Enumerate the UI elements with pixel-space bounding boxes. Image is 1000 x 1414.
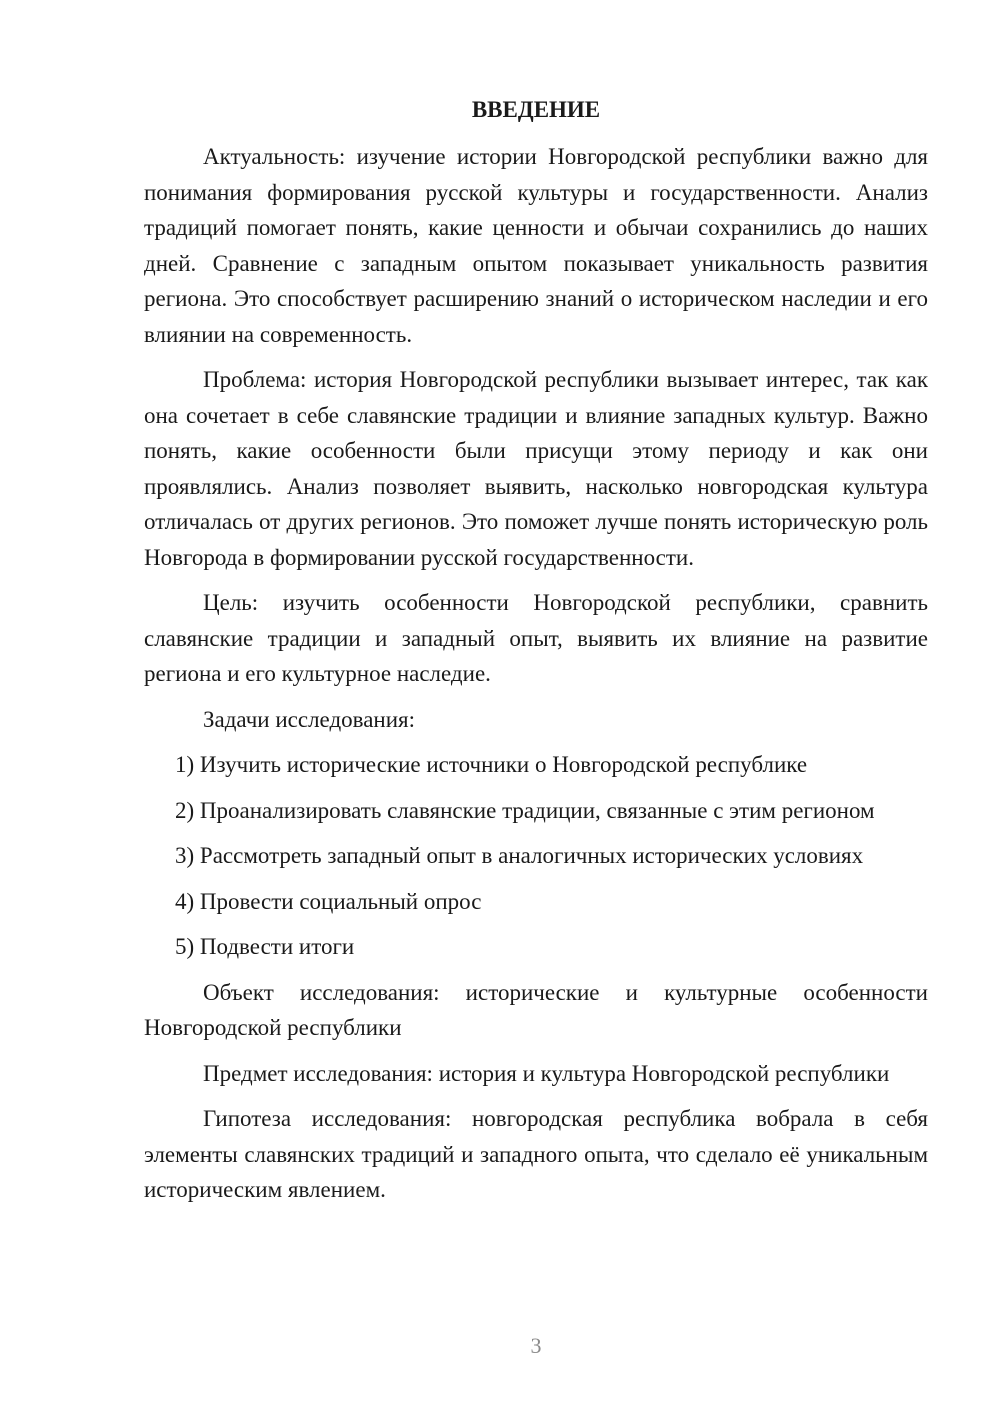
task-item: 1) Изучить исторические источники о Новгородской республике (175, 752, 808, 777)
paragraph-goal: Цель: изучить особенности Новгородской республики, сравнить славянские традиции и западный опыт, выявить их влияние на развитие региона и его культурное наследие. (144, 590, 928, 686)
task-item: 2) Проанализировать славянские традиции, связанные с этим регионом (175, 797, 875, 823)
task-item: 4) Провести социальный опрос (175, 888, 482, 914)
paragraph-object: Объект исследования: исторические и культурные особенности Новгородской республики (144, 979, 928, 1040)
paragraph-problem: Проблема: история Новгородской республики вызывает интерес, так как она сочетает в себе славянские традиции и влияние западных культур. Важно понять, какие особенности были присущи этому периоду и как они проявлялись. Анализ позволяет выявить, насколько новгородская культура отличалась от других регионов. Это поможет лучше понять историческую роль Новгорода в формировании русской государственности. (144, 367, 928, 570)
paragraph-subject: Предмет исследования: история и культура Новгородской республики (203, 1060, 890, 1086)
task-list (144, 747, 928, 965)
task-item: 5) Подвести итоги (175, 934, 355, 959)
task-item: 3) Рассмотреть западный опыт в аналогичных исторических условиях (175, 843, 864, 868)
document-page (144, 92, 928, 1218)
paragraph-hypothesis: Гипотеза исследования: новгородская республика вобрала в себя элементы славянских традиций и западного опыта, что сделало её уникальным историческим явлением. (144, 1106, 928, 1202)
tasks-heading: Задачи исследования: (203, 706, 416, 732)
page-number: 3 (530, 1333, 542, 1358)
paragraph-relevance: Актуальность: изучение истории Новгородской республики важно для понимания формирования русской культуры и государственности. Анализ традиций помогает понять, какие ценности и обычаи сохранились до наших дней. Сравнение с западным опытом показывает уникальность развития региона. Это способствует расширению знаний о историческом наследии и его влиянии на современность. (144, 144, 928, 347)
page-title: ВВЕДЕНИЕ (471, 97, 601, 122)
